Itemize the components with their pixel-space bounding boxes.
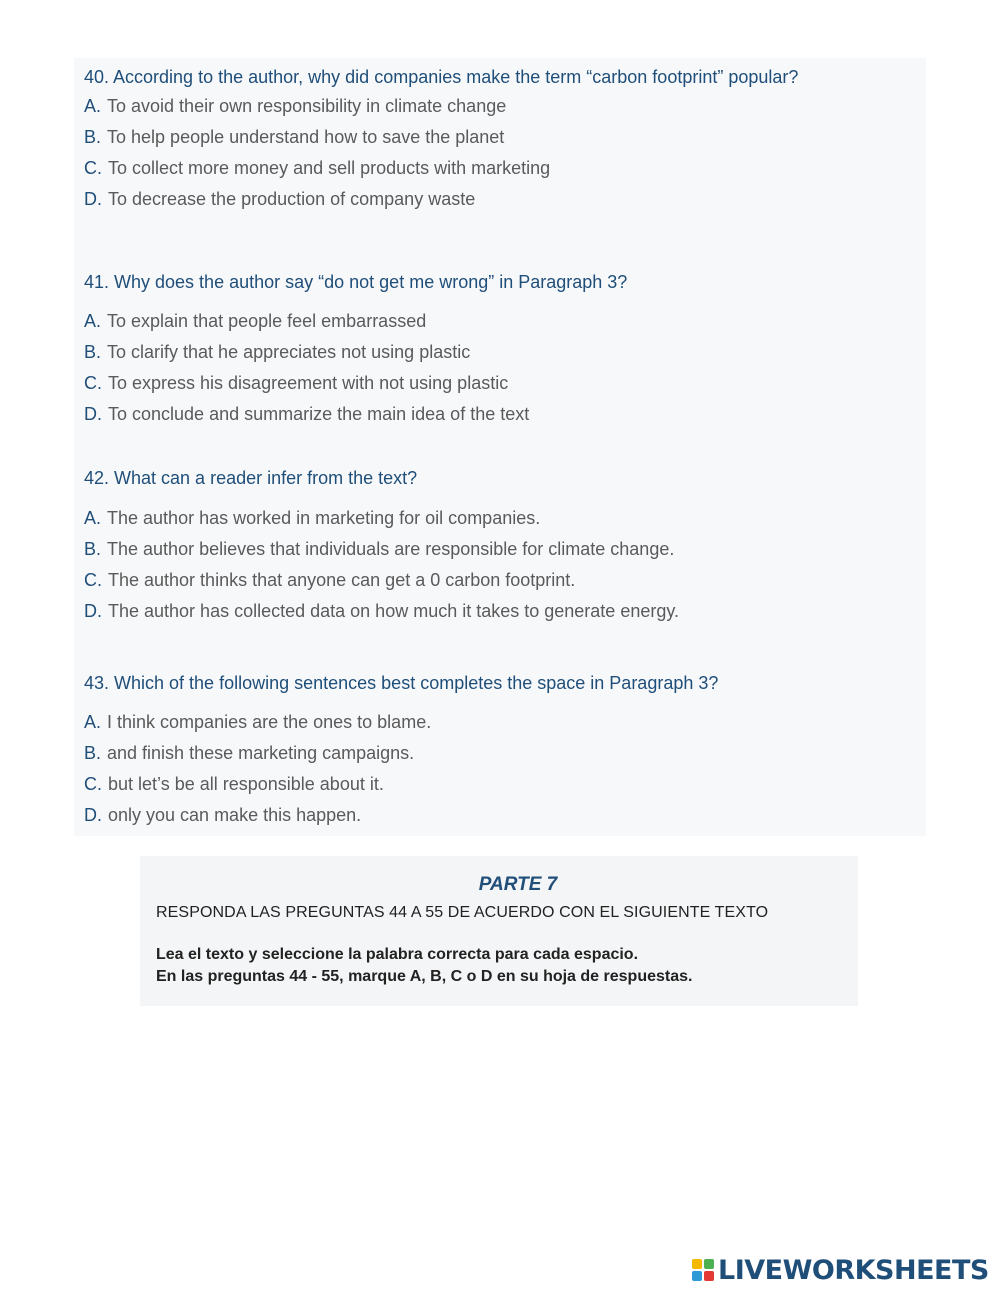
option-letter: C. bbox=[84, 570, 102, 590]
option-text: To decrease the production of company waste bbox=[108, 189, 476, 209]
option-text: The author thinks that anyone can get a 0 carbon footprint. bbox=[108, 570, 576, 590]
question-40-option-a[interactable] bbox=[84, 95, 884, 126]
question-43-title: 43. Which of the following sentences best completes the space in Paragraph 3? bbox=[84, 673, 719, 693]
option-text: and finish these marketing campaigns. bbox=[107, 743, 415, 763]
option-text: To conclude and summarize the main idea of the text bbox=[108, 404, 530, 424]
option-text: only you can make this happen. bbox=[108, 805, 362, 825]
question-42-option-c[interactable] bbox=[84, 569, 884, 600]
question-42-option-d[interactable] bbox=[84, 600, 884, 631]
question-40-option-c[interactable] bbox=[84, 157, 884, 188]
parte-instruction-2: En las preguntas 44 - 55, marque A, B, C o D en su hoja de respuestas. bbox=[156, 968, 693, 985]
option-letter: B. bbox=[84, 539, 102, 559]
logo-tile bbox=[704, 1271, 714, 1281]
option-letter: A. bbox=[84, 712, 102, 732]
question-41-option-a[interactable] bbox=[84, 310, 884, 341]
question-41-option-d[interactable] bbox=[84, 403, 884, 434]
question-41 bbox=[84, 271, 884, 434]
option-letter: B. bbox=[84, 342, 102, 362]
question-43 bbox=[84, 672, 884, 835]
option-text: To avoid their own responsibility in climate change bbox=[107, 96, 507, 116]
logo-tile bbox=[704, 1259, 714, 1269]
option-letter: D. bbox=[84, 404, 102, 424]
option-text: I think companies are the ones to blame. bbox=[107, 712, 432, 732]
question-43-option-c[interactable] bbox=[84, 773, 884, 804]
option-text: To explain that people feel embarrassed bbox=[107, 311, 427, 331]
option-text: but let’s be all responsible about it. bbox=[108, 774, 384, 794]
question-43-option-b[interactable] bbox=[84, 742, 884, 773]
option-letter: D. bbox=[84, 601, 102, 621]
question-40 bbox=[84, 66, 884, 219]
liveworksheets-logo[interactable] bbox=[692, 1252, 989, 1288]
option-letter: A. bbox=[84, 311, 102, 331]
parte-instruction-1: Lea el texto y seleccione la palabra correcta para cada espacio. bbox=[156, 946, 639, 963]
option-text: The author has worked in marketing for oil companies. bbox=[107, 508, 541, 528]
question-40-title: 40. According to the author, why did companies make the term “carbon footprint” popular? bbox=[84, 67, 799, 87]
question-43-option-d[interactable] bbox=[84, 804, 884, 835]
question-42-title: 42. What can a reader infer from the text? bbox=[84, 468, 418, 488]
option-letter: D. bbox=[84, 805, 102, 825]
option-letter: D. bbox=[84, 189, 102, 209]
question-41-option-c[interactable] bbox=[84, 372, 884, 403]
question-43-option-a[interactable] bbox=[84, 711, 884, 742]
question-41-title: 41. Why does the author say “do not get me wrong” in Paragraph 3? bbox=[84, 272, 628, 292]
parte-7-box bbox=[140, 856, 858, 1006]
option-text: To collect more money and sell products with marketing bbox=[108, 158, 551, 178]
option-letter: C. bbox=[84, 158, 102, 178]
option-text: The author believes that individuals are responsible for climate change. bbox=[107, 539, 675, 559]
logo-tile bbox=[692, 1271, 702, 1281]
logo-text: LIVEWORKSHEETS bbox=[718, 1254, 989, 1286]
parte-subtitle: RESPONDA LAS PREGUNTAS 44 A 55 DE ACUERDO CON EL SIGUIENTE TEXTO bbox=[156, 904, 769, 921]
option-letter: B. bbox=[84, 743, 102, 763]
question-42-option-a[interactable] bbox=[84, 507, 884, 538]
parte-title: PARTE 7 bbox=[478, 874, 558, 895]
option-letter: C. bbox=[84, 774, 102, 794]
option-text: To express his disagreement with not using plastic bbox=[108, 373, 509, 393]
question-40-option-d[interactable] bbox=[84, 188, 884, 219]
option-letter: C. bbox=[84, 373, 102, 393]
question-42-option-b[interactable] bbox=[84, 538, 884, 569]
option-text: To clarify that he appreciates not using plastic bbox=[107, 342, 471, 362]
option-text: To help people understand how to save the planet bbox=[107, 127, 505, 147]
option-letter: A. bbox=[84, 508, 102, 528]
logo-tile bbox=[692, 1259, 702, 1269]
liveworksheets-logo-icon bbox=[692, 1259, 714, 1281]
question-40-option-b[interactable] bbox=[84, 126, 884, 157]
option-text: The author has collected data on how much it takes to generate energy. bbox=[108, 601, 680, 621]
option-letter: A. bbox=[84, 96, 102, 116]
option-letter: B. bbox=[84, 127, 102, 147]
question-42 bbox=[84, 467, 884, 631]
question-41-option-b[interactable] bbox=[84, 341, 884, 372]
